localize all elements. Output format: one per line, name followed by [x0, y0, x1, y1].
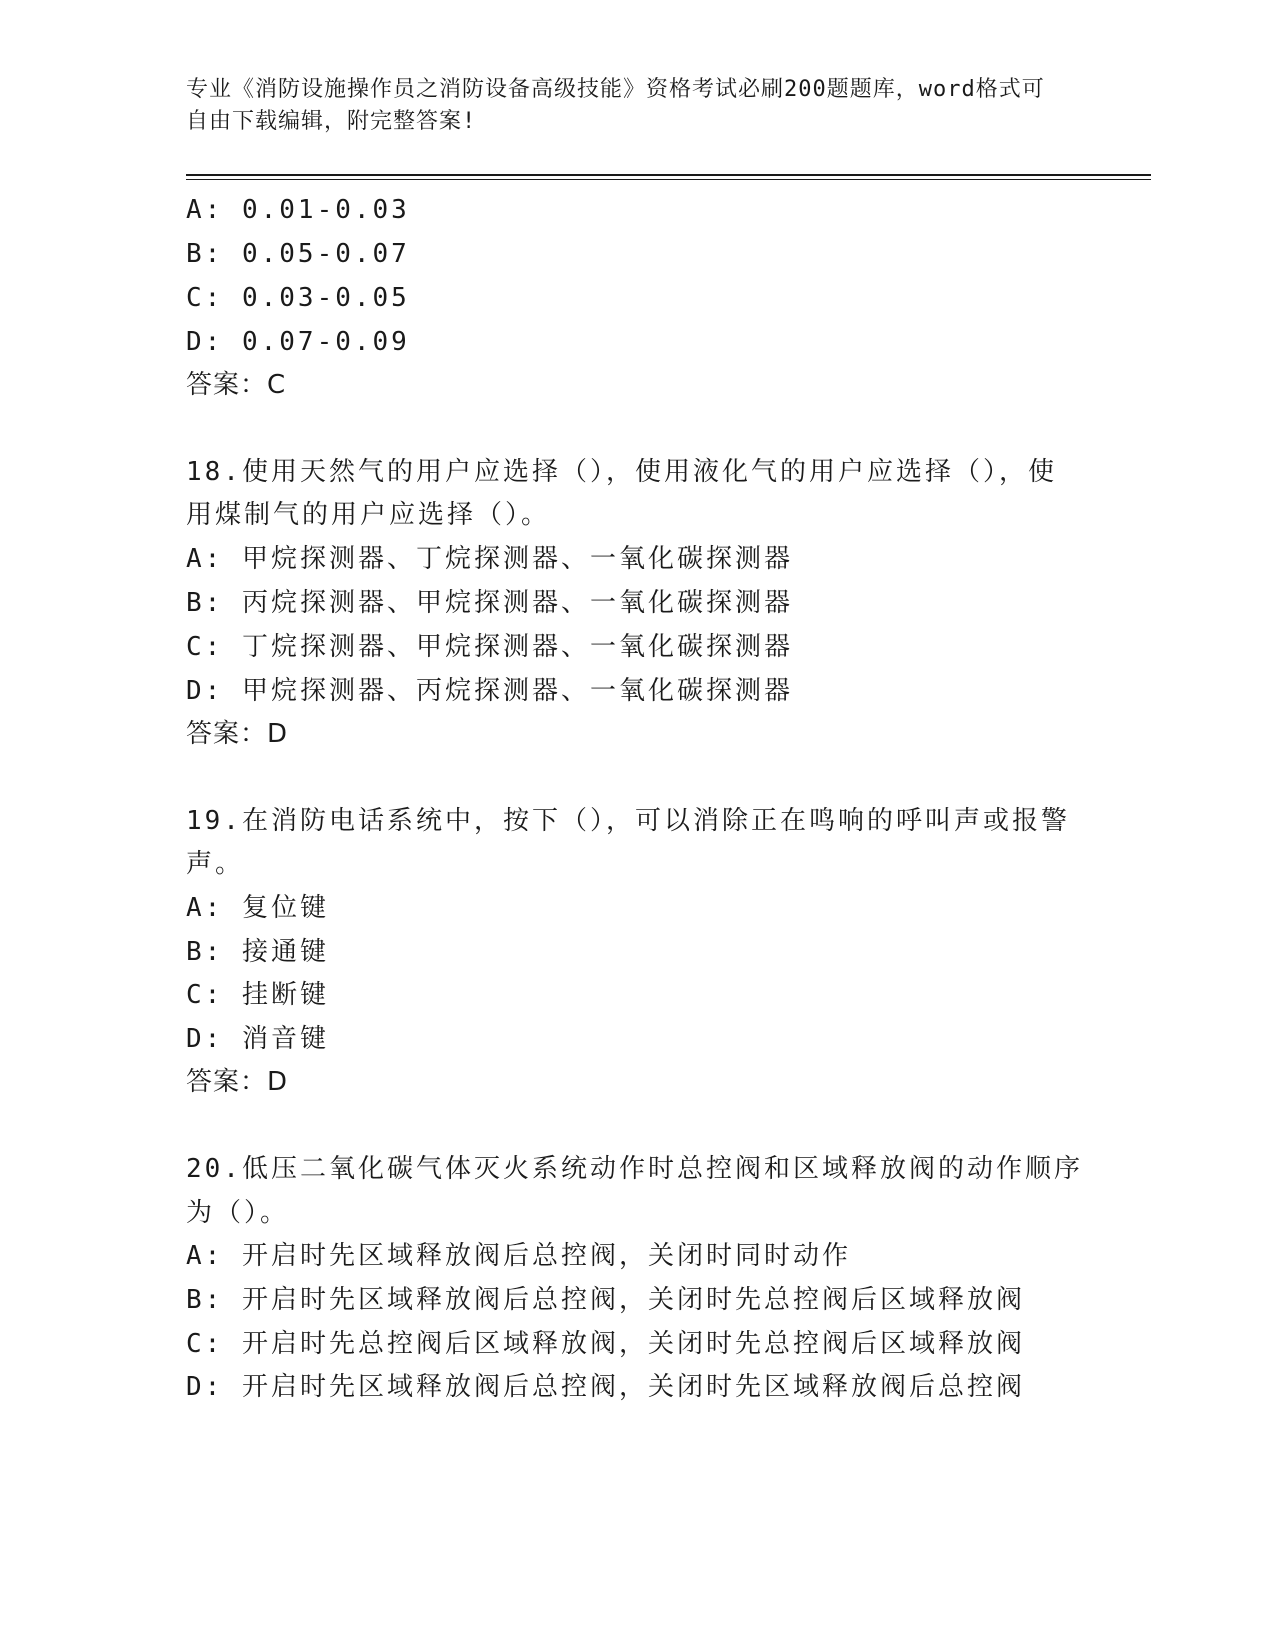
q20-option-b: B: 开启时先区域释放阀后总控阀，关闭时先总控阀后区域释放阀: [186, 1285, 1025, 1315]
q18-stem-line2: 用煤制气的用户应选择（）。: [186, 500, 551, 530]
q19-option-a: A: 复位键: [186, 893, 329, 923]
q18-stem-line1: 18.使用天然气的用户应选择（），使用液化气的用户应选择（），使: [186, 457, 1057, 487]
header-divider-thin: [186, 179, 1151, 180]
q19-option-d: D: 消音键: [186, 1024, 329, 1054]
q18-answer: 答案：D: [186, 719, 289, 749]
header-divider-thick: [186, 174, 1151, 176]
q18-option-d: D: 甲烷探测器、丙烷探测器、一氧化碳探测器: [186, 676, 793, 706]
q18-option-c: C: 丁烷探测器、甲烷探测器、一氧化碳探测器: [186, 632, 793, 662]
q20-option-c: C: 开启时先总控阀后区域释放阀，关闭时先总控阀后区域释放阀: [186, 1329, 1025, 1359]
q17-option-c: C: 0.03-0.05: [186, 283, 410, 313]
q19-stem-line2: 声。: [186, 849, 245, 879]
q19-stem-line1: 19.在消防电话系统中，按下（），可以消除正在鸣响的呼叫声或报警: [186, 806, 1070, 836]
q18-option-b: B: 丙烷探测器、甲烷探测器、一氧化碳探测器: [186, 588, 793, 618]
q20-stem-line2: 为（）。: [186, 1198, 290, 1228]
q17-option-b: B: 0.05-0.07: [186, 239, 410, 269]
q18-option-a: A: 甲烷探测器、丁烷探测器、一氧化碳探测器: [186, 544, 793, 574]
q20-stem-line1: 20.低压二氧化碳气体灭火系统动作时总控阀和区域释放阀的动作顺序: [186, 1154, 1083, 1184]
q17-option-a: A: 0.01-0.03: [186, 195, 410, 225]
document-header: 专业《消防设施操作员之消防设备高级技能》资格考试必刷200题题库，word格式可自由下载编辑，附完整答案!: [186, 77, 1045, 134]
q19-option-c: C: 挂断键: [186, 980, 329, 1010]
q17-option-d: D: 0.07-0.09: [186, 327, 410, 357]
q17-answer: 答案：C: [186, 370, 287, 400]
q19-answer: 答案：D: [186, 1067, 289, 1097]
q20-option-d: D: 开启时先区域释放阀后总控阀，关闭时先区域释放阀后总控阀: [186, 1372, 1025, 1402]
q20-option-a: A: 开启时先区域释放阀后总控阀，关闭时同时动作: [186, 1241, 851, 1271]
q19-option-b: B: 接通键: [186, 937, 329, 967]
